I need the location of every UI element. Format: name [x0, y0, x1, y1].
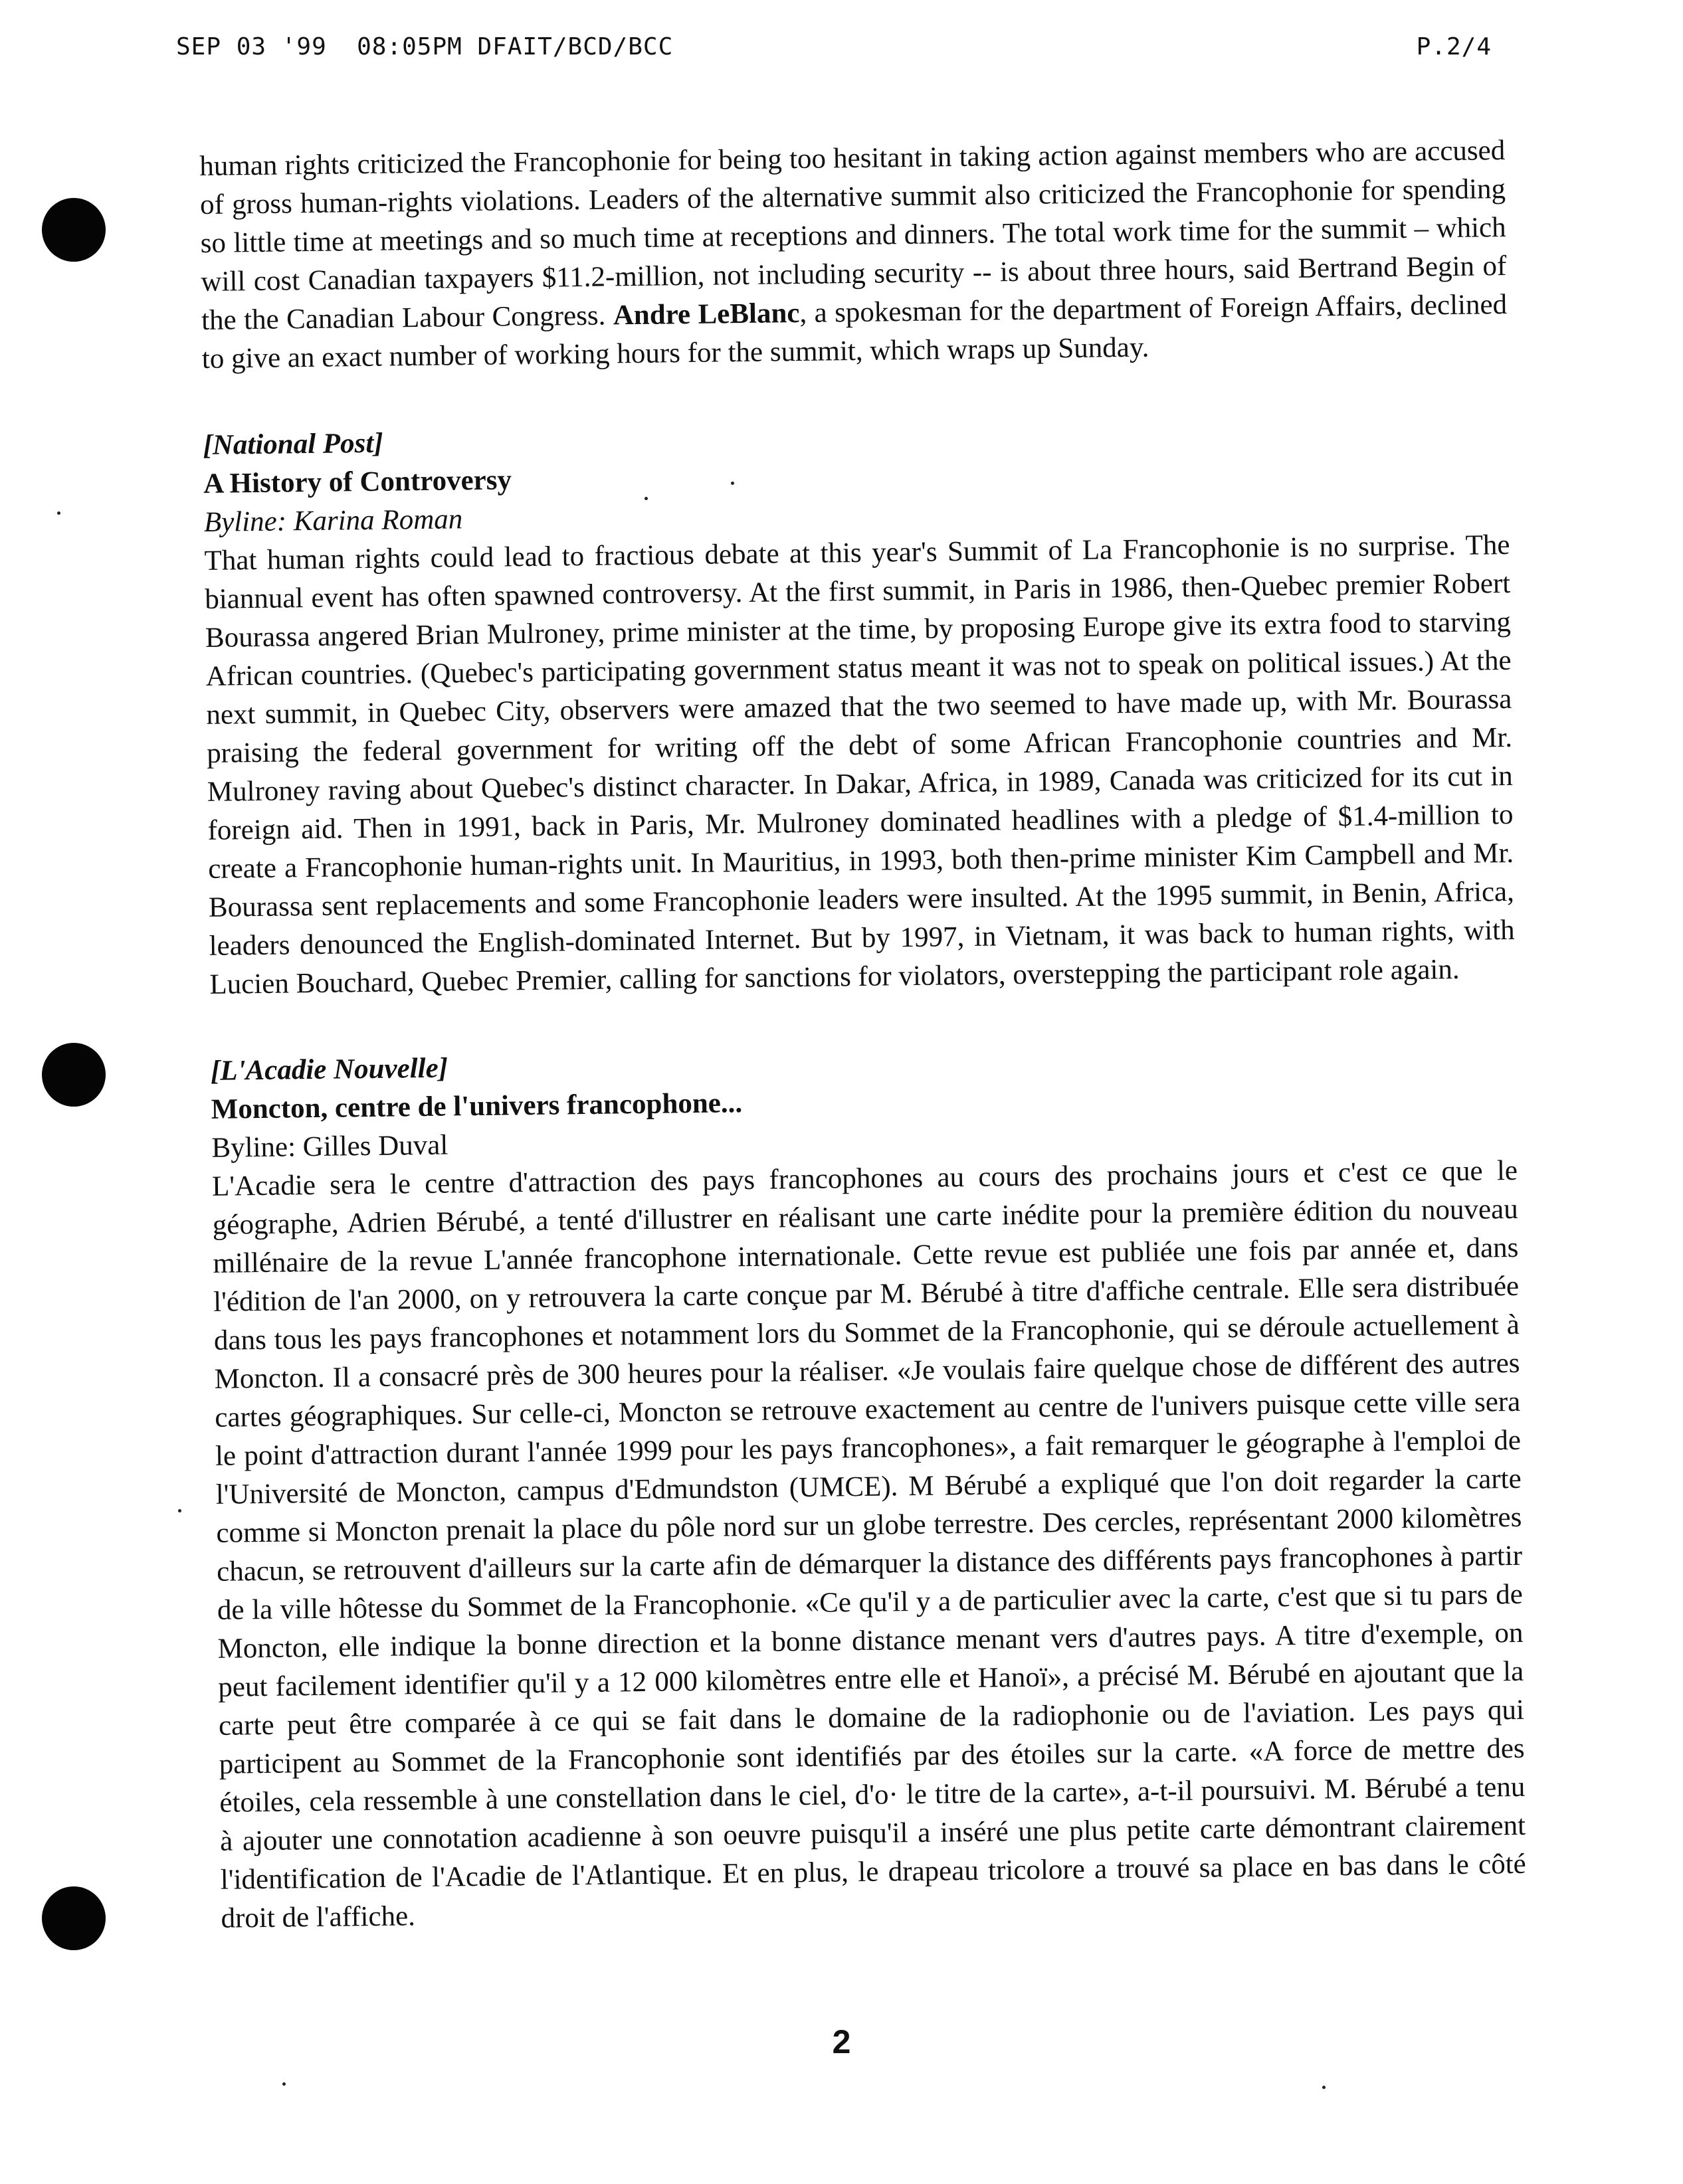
article-body: That human rights could lead to fractious debate at this year's Summit of La Francophonie is no surprise. The biannual event has often spawned controversy. At the first summit, in Paris in 1986, then-Quebec premier Robert Bourassa angered Brian Mulroney, prime minister at the time, by proposing Europe give its extra food to starving African countries. (Quebec's participating government status meant it was not to speak on political issues.) At the next summit, in Quebec City, observers were amazed that the two seemed to have made up, with Mr. Bourassa praising the federal government for writing off the debt of some African Francophonie countries and Mr. Mulroney raving about Quebec's distinct character. In Dakar, Africa, in 1989, Canada was criticized for its cut in foreign aid. Then in 1991, back in Paris, Mr. Mulroney dominated headlines with a pledge of $1.4-million to create a Francophonie human-rights unit. In Mauritius, in 1993, both then-prime minister Kim Campbell and Mr. Bourassa sent replacements and some Francophonie leaders were insulted. At the 1995 summit, in Benin, Africa, leaders denounced the English-dominated Internet. But by 1997, in Vietnam, it was back to human rights, with Lucien Bouchard, Quebec Premier, calling for sanctions for violators, overstepping the participant role again. [204, 529, 1515, 1000]
intro-text: human rights criticized the Francophonie for being too hesitant in taking action against members who are accused of gross human-rights violations. Leaders of the alternative summit also criticized the Francophonie for spending so little time at meetings and so much time at receptions and dinners. The total work time for the summit – which will cost Canadian taxpayers $11.2-million, not including security -- is about three hours, said Bertrand Begin of the the Canadian Labour Congress. [199, 134, 1507, 336]
scan-speck [282, 2082, 286, 2086]
intro-text-end: , a spokesman for the department of Foreign Affairs, declined to give an exact number of working hours for the summit, which wraps up Sunday. [201, 288, 1508, 375]
article-byline: Byline: Karina Roman [203, 503, 463, 538]
scan-speck [57, 511, 60, 515]
intro-paragraph [199, 132, 1508, 379]
article-byline: Byline: Gilles Duval [211, 1129, 448, 1164]
fax-transmission-stamp: SEP 03 '99 08:05PM DFAIT/BCD/BCC [176, 33, 674, 60]
binder-hole-top [42, 198, 106, 262]
binder-hole-bottom [42, 1886, 106, 1950]
scan-speck [1322, 2086, 1326, 2089]
scan-speck [178, 1509, 181, 1512]
article-source: [L'Acadie Nouvelle] [210, 1052, 448, 1087]
page-number: 2 [832, 2023, 851, 2060]
binder-hole-middle [42, 1043, 106, 1107]
article-source: [National Post] [203, 427, 383, 461]
article-acadie-nouvelle [211, 1036, 1527, 1938]
document-body [199, 132, 1527, 1938]
fax-page-count: P.2/4 [1416, 33, 1492, 60]
article-headline: Moncton, centre de l'univers francophone... [211, 1087, 743, 1125]
article-body: L'Acadie sera le centre d'attraction des pays francophones au cours des prochains jours et c'est ce que le géographe, Adrien Bérubé, a tenté d'illustrer en réalisant une carte inédite pour la première édition du nouveau millénaire de la revue L'année francophone internationale. Cette revue est publiée une fois par année et, dans l'édition de l'an 2000, on y retrouvera la carte conçue par M. Bérubé à titre d'affiche centrale. Elle sera distribuée dans tous les pays francophones et notamment lors du Sommet de la Francophonie, qui se déroule actuellement à Moncton. Il a consacré près de 300 heures pour la réaliser. «Je voulais faire quelque chose de différent des autres cartes géographiques. Sur celle-ci, Moncton se retrouve exactement au centre de l'univers puisque cette ville sera le point d'attraction durant l'année 1999 pour les pays francophones», a fait remarquer le géographe à l'emploi de l'Université de Moncton, campus d'Edmundston (UMCE). M Bérubé a expliqué que l'on doit regarder la carte comme si Moncton prenait la place du pôle nord sur un globe terrestre. Des cercles, représentant 2000 kilomètres chacun, se retrouvent d'ailleurs sur la carte afin de démarquer la distance des différents pays francophones à partir de la ville hôtesse du Sommet de la Francophonie. «Ce qu'il y a de particulier avec la carte, c'est que si tu pars de Moncton, elle indique la bonne direction et la bonne distance menant vers d'autres pays. A titre d'exemple, on peut facilement identifier qu'il y a 12 000 kilomètres entre elle et Hanoï», a précisé M. Bérubé en ajoutant que la carte peut être comparée à ce qui se fait dans le domaine de la radiophonie ou de l'aviation. Les pays qui participent au Sommet de la Francophonie sont identifiés par des étoiles sur la carte. «A force de mettre des étoiles, cela ressemble à une constellation dans le ciel, d'o· le titre de la carte», a-t-il poursuivi. M. Bérubé a tenu à ajouter une connotation acadienne à son oeuvre puisqu'il a inséré une plus petite carte démontrant clairement l'identification de l'Acadie de l'Atlantique. Et en plus, le drapeau tricolore a trouvé sa place en bas dans le côté droit de l'affiche. [211, 1154, 1527, 1934]
spokesman-name: Andre LeBlanc [613, 297, 800, 331]
article-headline: A History of Controversy [203, 464, 512, 500]
article-national-post [203, 410, 1515, 1004]
